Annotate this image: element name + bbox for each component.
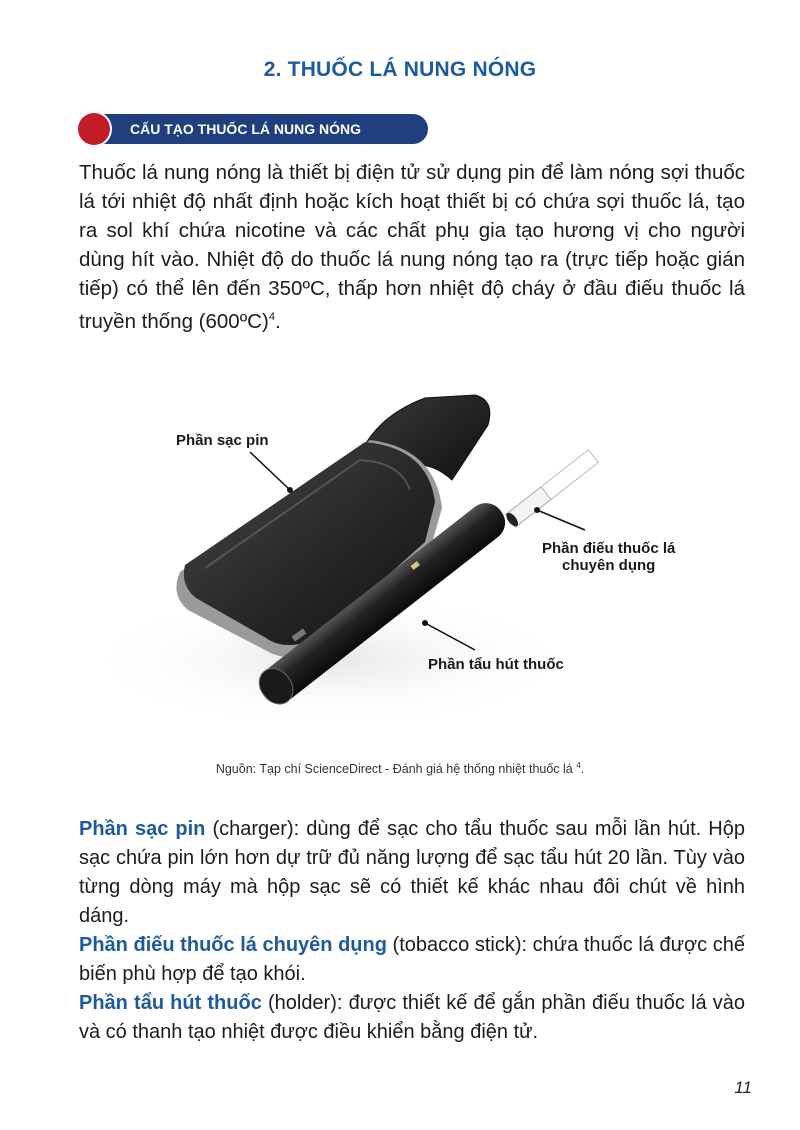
section-banner — [78, 113, 428, 145]
term-charger: Phần sạc pin — [79, 818, 206, 840]
figure-caption — [0, 761, 800, 776]
page-title: 2. THUỐC LÁ NUNG NÓNG — [263, 58, 537, 81]
figure-caption-reference: 4 — [576, 761, 581, 770]
label-tobacco-stick — [542, 540, 675, 574]
charger-leader-dot — [287, 487, 293, 493]
term-tobacco-stick: Phần điếu thuốc lá chuyên dụng — [79, 934, 387, 956]
device-figure — [80, 360, 720, 760]
intro-text: Thuốc lá nung nóng là thiết bị điện tử sử dụng pin để làm nóng sợi thuốc lá tới nhiệt độ nhất định hoặc kích hoạt thiết bị có chứa sợi thuốc lá, tạo ra sol khí chứa nicotine và các chất phụ gia tạo hương vị cho người dùng hít vào. Nhiệt độ do thuốc lá nung nóng tạo ra (trực tiếp hoặc gián tiếp) có thể lên đến 350ºC, thấp hơn nhiệt độ cháy ở đầu điếu thuốc lá truyền thống (600ºC) — [79, 161, 745, 333]
stick-body — [541, 450, 598, 500]
description-charger-text: (charger): dùng để sạc cho tẩu thuốc sau mỗi lần hút. Hộp sạc chứa pin lớn hơn dự trữ đủ năng lượng để sạc tẩu hút 20 lần. Tùy vào từng dòng máy mà hộp sạc sẽ có thiết kế khác nhau đôi chút về hình dáng. — [79, 818, 745, 927]
intro-end: . — [274, 309, 281, 333]
stick-leader-line — [537, 510, 585, 530]
description-tobacco-stick-text: (tobacco stick): chứa thuốc lá được chế biến phù hợp để tạo khói. — [79, 934, 745, 985]
holder-leader-dot — [422, 620, 428, 626]
intro-paragraph — [79, 158, 745, 336]
description-tobacco-stick — [79, 931, 745, 989]
component-descriptions — [79, 815, 745, 1047]
description-charger — [79, 815, 745, 931]
label-charger: Phần sạc pin — [176, 432, 269, 449]
intro-reference: 4 — [268, 311, 275, 323]
charger-leader-line — [250, 452, 290, 490]
term-holder: Phần tẩu hút thuốc — [79, 992, 262, 1014]
label-tobacco-stick-line2: chuyên dụng — [562, 557, 656, 574]
red-circle-icon — [78, 113, 110, 145]
figure-caption-end: . — [580, 762, 585, 777]
label-holder: Phần tẩu hút thuốc — [428, 656, 564, 673]
label-tobacco-stick-line1: Phần điếu thuốc lá — [542, 540, 676, 557]
description-holder-text: (holder): được thiết kế để gắn phần điếu thuốc lá vào và có thanh tạo nhiệt được điều khiển bằng điện tử. — [79, 992, 745, 1043]
description-holder — [79, 989, 745, 1047]
stick-leader-dot — [534, 507, 540, 513]
section-banner-label: CẤU TẠO THUỐC LÁ NUNG NÓNG — [130, 121, 361, 137]
figure-caption-text: Nguồn: Tạp chí ScienceDirect - Đánh giá hệ thống nhiệt thuốc lá — [215, 762, 577, 777]
page-number: 11 — [734, 1078, 752, 1097]
